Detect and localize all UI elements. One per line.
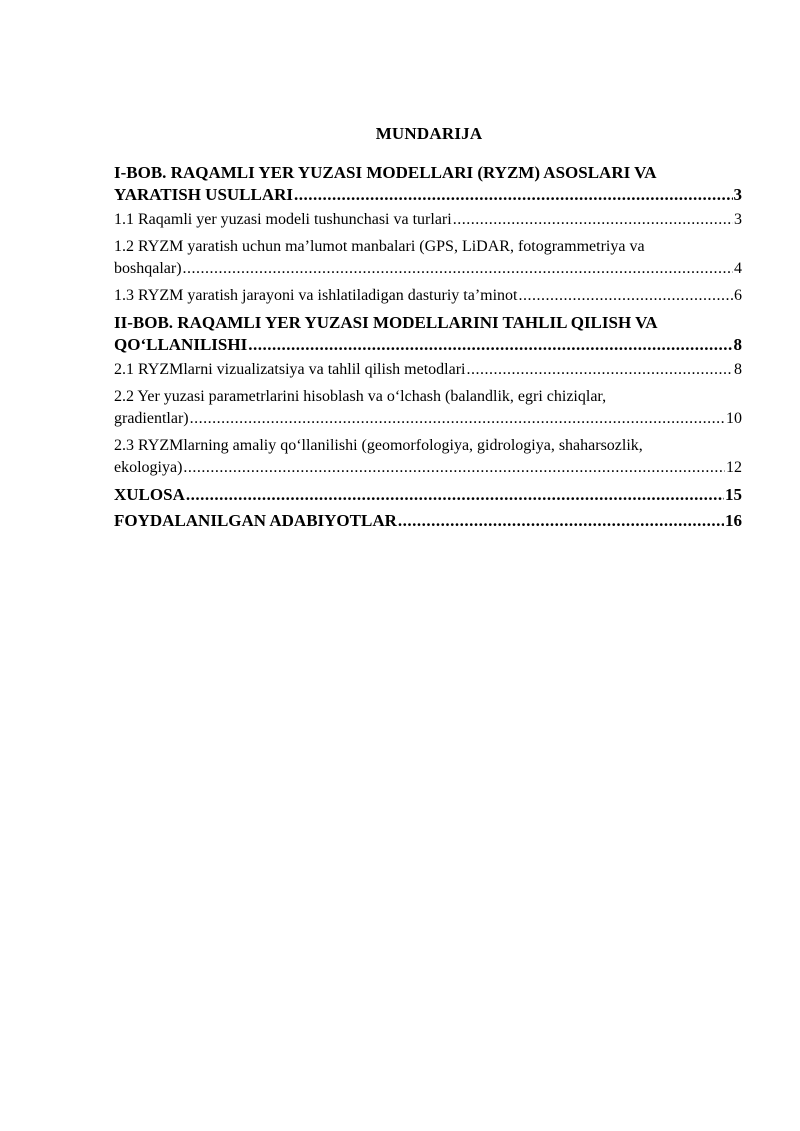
dot-leader [186,484,724,506]
dot-leader [294,184,732,206]
toc-entry-1-2[interactable] [114,236,742,280]
toc-page-number: 3 [734,211,742,228]
toc-entry-title-line-1: 2.3 RYZMlarning amaliy qo‘llanilishi (geomorfologiya, gidrologiya, shaharsozlik, [114,437,643,454]
toc-entry-title: 1.1 Raqamli yer yuzasi modeli tushunchasi va turlari [114,211,452,228]
dot-leader [466,359,733,381]
toc-entry-chapter-1[interactable] [114,162,742,206]
toc-title: MUNDARIJA [375,124,483,143]
toc-page-number: 4 [734,260,742,277]
toc-entry-title-line-2: ekologiya) [114,459,183,476]
toc-entry-chapter-2[interactable] [114,312,742,356]
table-of-contents [114,162,742,532]
dot-leader [190,408,725,430]
toc-entry-title: 2.1 RYZMlarni vizualizatsiya va tahlil qilish metodlari [114,361,466,378]
dot-leader [248,334,732,356]
toc-entry-2-3[interactable] [114,435,742,479]
toc-page-number: 3 [733,185,742,204]
toc-page-number: 16 [725,511,742,530]
toc-page-number: 6 [734,287,742,304]
toc-entry-title-line-2: YARATISH USULLARI [114,185,294,204]
toc-entry-title-line-2: QO‘LLANILISHI [114,335,248,354]
toc-page-number: 12 [726,459,742,476]
toc-entry-title-line-2: gradientlar) [114,410,189,427]
toc-entry-references[interactable] [114,510,742,532]
toc-entry-title-line-2: boshqalar) [114,260,182,277]
toc-page-number: 10 [726,410,742,427]
dot-leader [453,209,733,231]
toc-page-number: 15 [725,485,742,504]
toc-page-number: 8 [733,335,742,354]
toc-entry-1-1[interactable] [114,209,742,231]
toc-entry-title-line-1: I-BOB. RAQAMLI YER YUZASI MODELLARI (RYZM) ASOSLARI VA [114,163,657,182]
toc-entry-2-1[interactable] [114,359,742,381]
dot-leader [183,258,733,280]
toc-entry-title: FOYDALANILGAN ADABIYOTLAR [114,511,397,530]
toc-entry-1-3[interactable] [114,285,742,307]
toc-entry-title-line-1: 2.2 Yer yuzasi parametrlarini hisoblash va o‘lchash (balandlik, egri chiziqlar, [114,388,607,405]
toc-entry-title: XULOSA [114,485,185,504]
dot-leader [518,285,733,307]
dot-leader [183,457,725,479]
toc-entry-title: 1.3 RYZM yaratish jarayoni va ishlatiladigan dasturiy ta’minot [114,287,518,304]
toc-entry-2-2[interactable] [114,386,742,430]
toc-page-number: 8 [734,361,742,378]
toc-entry-title-line-1: II-BOB. RAQAMLI YER YUZASI MODELLARINI TAHLIL QILISH VA [114,313,658,332]
toc-entry-title-line-1: 1.2 RYZM yaratish uchun ma’lumot manbalari (GPS, LiDAR, fotogrammetriya va [114,238,645,255]
toc-entry-conclusion[interactable] [114,484,742,506]
dot-leader [398,510,724,532]
